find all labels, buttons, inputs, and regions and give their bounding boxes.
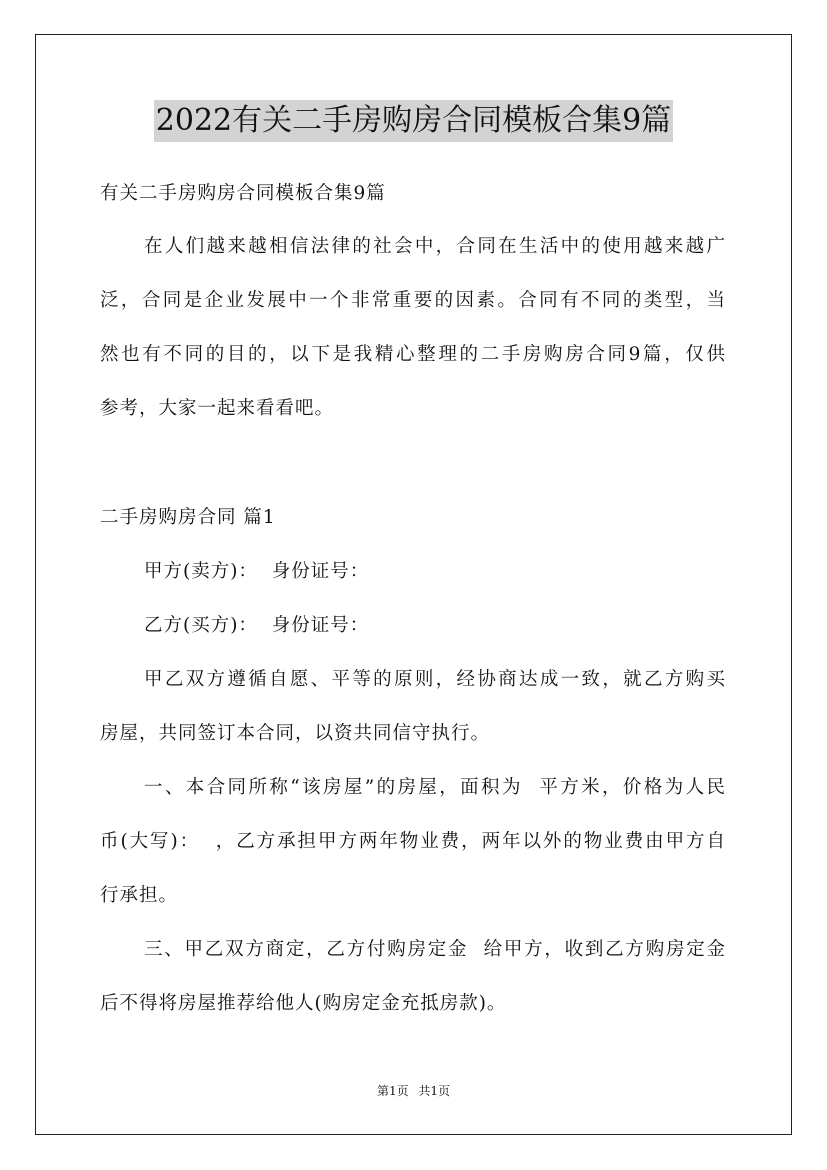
paragraph-2-line-3: 行承担。 <box>100 885 179 906</box>
document-title: 2022有关二手房购房合同模板合集9篇 <box>154 100 673 142</box>
intro-line-2: 泛，合同是企业发展中一个非常重要的因素。合同有不同的类型，当 <box>100 290 726 311</box>
party-b-line: 乙方(买方)： 身份证号： <box>144 615 370 636</box>
document-subtitle: 有关二手房购房合同模板合集9篇 <box>100 183 386 204</box>
section-heading: 二手房购房合同 篇1 <box>100 507 276 528</box>
paragraph-1-line-2: 房屋，共同签订本合同，以资共同信守执行。 <box>100 723 491 744</box>
intro-line-3: 然也有不同的目的，以下是我精心整理的二手房购房合同9篇，仅供 <box>100 344 726 365</box>
party-a-line: 甲方(卖方)： 身份证号： <box>144 561 370 582</box>
paragraph-2-line-2: 币(大写)： ，乙方承担甲方两年物业费，两年以外的物业费由甲方自 <box>100 831 726 852</box>
page-footer <box>0 1083 827 1099</box>
page-total: 共1页 <box>418 1084 451 1098</box>
paragraph-3-line-2: 后不得将房屋推荐给他人(购房定金充抵房款)。 <box>100 993 507 1014</box>
paragraph-2-line-1: 一、本合同所称“该房屋”的房屋，面积为 平方米，价格为人民 <box>144 777 726 798</box>
paragraph-3-line-1: 三、甲乙双方商定，乙方付购房定金 给甲方，收到乙方购房定金 <box>144 939 726 960</box>
intro-line-1: 在人们越来越相信法律的社会中，合同在生活中的使用越来越广 <box>144 236 726 257</box>
paragraph-1-line-1: 甲乙双方遵循自愿、平等的原则，经协商达成一致，就乙方购买 <box>144 669 726 690</box>
intro-line-4: 参考，大家一起来看看吧。 <box>100 398 335 419</box>
document-title-wrapper <box>0 100 827 142</box>
page-number: 第1页 <box>376 1084 409 1098</box>
